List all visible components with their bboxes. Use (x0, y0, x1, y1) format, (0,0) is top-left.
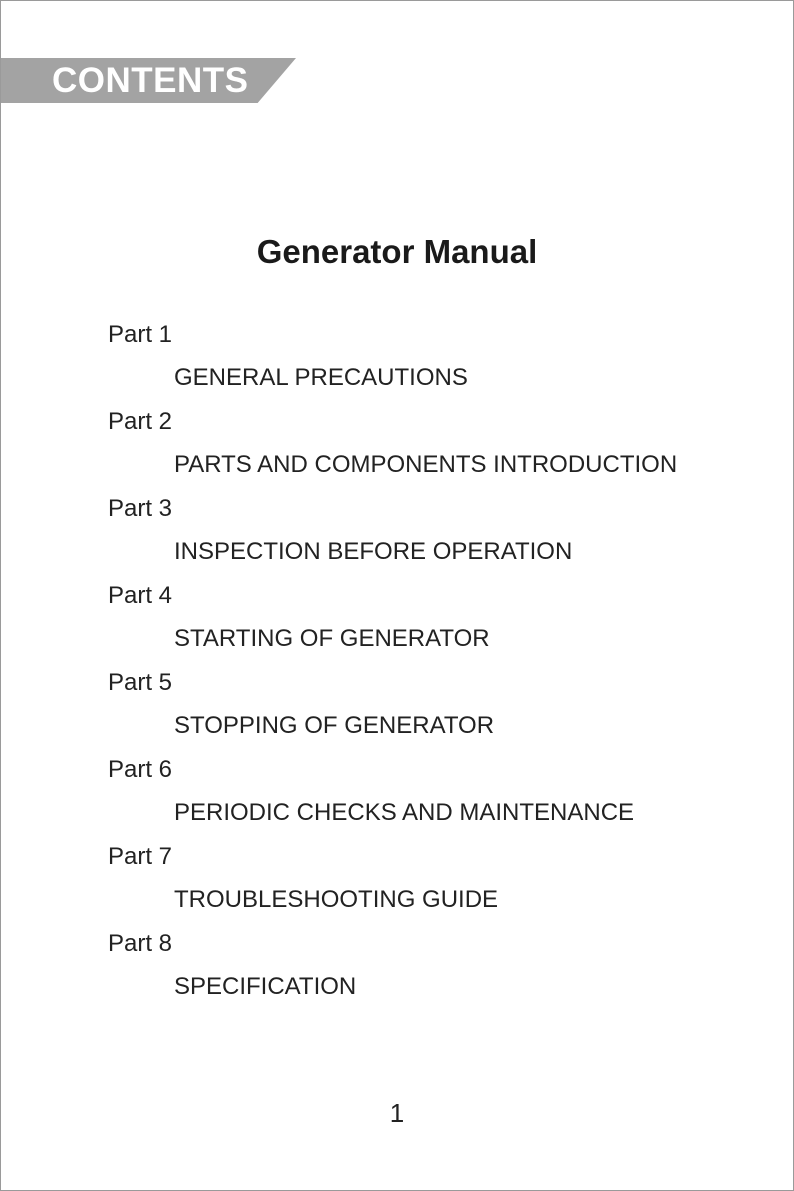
toc-part-label: Part 2 (108, 408, 173, 435)
toc-part-title[interactable]: PERIODIC CHECKS AND MAINTENANCE (174, 799, 635, 826)
toc-part-label: Part 7 (108, 843, 173, 870)
toc-part-title[interactable]: GENERAL PRECAUTIONS (174, 364, 468, 391)
toc-part-title[interactable]: STARTING OF GENERATOR (174, 625, 490, 652)
toc-part-title[interactable]: INSPECTION BEFORE OPERATION (174, 538, 573, 565)
toc-part-label: Part 8 (108, 930, 173, 957)
toc-part-title[interactable]: PARTS AND COMPONENTS INTRODUCTION (174, 451, 678, 478)
toc-part-label: Part 5 (108, 669, 173, 696)
toc-part-title[interactable]: SPECIFICATION (174, 973, 357, 1000)
toc-part-title[interactable]: TROUBLESHOOTING GUIDE (174, 886, 499, 913)
page-number: 1 (389, 1098, 405, 1128)
contents-banner-label: CONTENTS (52, 61, 249, 100)
page-title: Generator Manual (256, 233, 538, 270)
toc-part-title[interactable]: STOPPING OF GENERATOR (174, 712, 495, 739)
toc-part-label: Part 1 (108, 321, 173, 348)
toc-part-label: Part 6 (108, 756, 173, 783)
toc-part-label: Part 4 (108, 582, 173, 609)
toc-part-label: Part 3 (108, 495, 173, 522)
